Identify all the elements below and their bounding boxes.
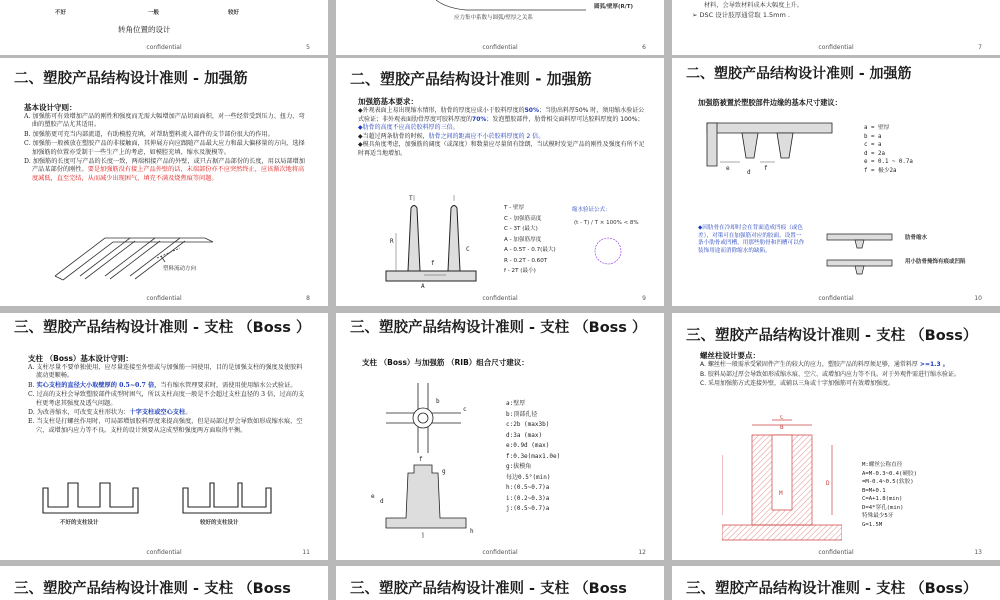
svg-text:M: M [779,490,783,497]
rule-a: A. 加强筋可有效增加产品的刚性和强度而无需大幅增加产品切面面积，对一些经常受到压力、扭力、弯曲的塑胶产品尤其适用。 [24,113,305,129]
screw-boss-specs: M:螺丝公称直径 A=M-0.3~0.4(硬胶) =M-0.4~0.5(软胶) B=M+0.1 C=A+1.8(min) D=4*穿孔(min) 特殊最少5牙 G=1.5M [862,462,917,528]
svg-text:T: T [409,195,413,202]
req-1: ◆外观表面上易出现缩水情形，肋骨的厚度应成小于胶料厚度的50%；当肋出料厚50% 时，须用缩水验证公式验证；非外观表面肋骨厚度可胶料厚度的70%；发泡塑胶部件，肋骨相交面料厚可达胶料厚度的 100%； [358,107,645,123]
subtitle: 基本设计守则： [24,103,77,112]
caption: 应力集中系数与圆弧/壁厚之关系 [454,15,533,21]
slide-8[interactable] [0,58,328,306]
slide-7[interactable] [672,0,1000,55]
slide-number: 7 [978,44,982,51]
formula-title: 缩水验证公式： [572,207,611,213]
rules-list [24,113,306,184]
svg-text:D: D [826,480,830,487]
slide-title: 三、塑胶产品结构设计准则 - 支柱 （Boss [350,581,627,597]
slide-title: 二、塑胶产品结构设计准则 - 加强筋 [686,66,912,82]
subtitle: 加强筋基本要求： [358,97,418,106]
svg-text:e: e [726,165,730,172]
rib-flow-diagram [45,226,235,286]
footer-confidential: confidential [818,44,854,51]
req-4: ◆模具角度考虑，加强筋的阔度（或深度）和数量应尽量留有馀朗，当试模时发觉产品的刚性及强度有所不足时再适当地增加。 [358,141,645,157]
slide-number: 6 [642,44,646,51]
rule-b: B. 加强筋更可充当内部流道，有助模腔充填，对帮助塑料流入部件的支节部份很大的作用。 [24,130,274,138]
label-cover: 用小肋骨掩饰有痕或凹陷 [905,259,966,265]
boss-rules: A. 支柱尽量不要单独使用，应尽量连接至外壁或与加强筋一同使用，目的是加强支柱的强度及使胶料流动更顺畅。 B. 实心支柱的直径大小取壁厚的 0.5~0.7 倍，当有缩水管理要求时，需使用使用缩水公式验证。 C. 过高的支柱会导致塑胶部件成型时困气，所以支柱高度一般是不会超过支柱直径的 3 倍，过高的支柱更考虑其强度及透气问题。 D. 为改善缩水，可改变支柱形状为：十字支柱或空心支柱。 E. 当支柱是打螺丝作用时，可局部增加胶料厚度来提高强度，但是局部过厚会导致如形成缩水痕、空穴、或增加内应力等不良。支柱的设计须要从这成型和强度两方面取得平衡。 [28,364,305,434]
stress-curve-fragment [376,0,626,12]
slide-title: 三、塑胶产品结构设计准则 - 支柱 （Boss ） [350,320,647,336]
svg-text:f: f [419,456,423,463]
svg-text:A: A [421,283,425,288]
flow-label: 塑料流动方向 [163,266,197,272]
slide-5[interactable] [0,0,328,55]
svg-text:g: g [442,468,446,475]
screw-boss-diagram [722,415,842,545]
svg-text:d: d [747,169,751,176]
requirements-text [358,107,648,159]
slide-number: 10 [974,295,982,302]
slide-title: 三、塑胶产品结构设计准则 - 支柱 （Boss [14,581,291,597]
slide-title: 三、塑胶产品结构设计准则 - 支柱 （Boss） [686,581,978,597]
footer-confidential: confidential [818,549,854,556]
rib-legend: T - 壁厚 C - 加强筋高度 C - 3T (最大) A - 加强筋厚度 A - 0.5T - 0.7(最大) R - 0.2T - 0.60T f - 2T (最小) [504,205,556,274]
svg-text:d: d [380,498,384,505]
footer-confidential: confidential [146,44,182,51]
corner-diagram-fragment [0,0,328,20]
slide-14-partial[interactable] [0,566,328,600]
svg-text:f: f [431,260,435,267]
svg-text:c: c [463,406,467,413]
caption: 转角位置的设计 [118,25,171,34]
svg-text:f: f [764,165,768,172]
subtitle: 支柱 （Boss）基本设计守则： [28,354,133,363]
req-2: ◆肋骨的高度不应高於胶料厚的三倍。 [358,124,459,132]
boss-rib-specs: a:壁厚 b:顶部孔径 c:2b (max3b) d:3a (max) e:0.9d (max) f:0.3e(max1.0e) g:拔模角 每边0.5°(min) h:(0.5~0.7)a i:(0.2~0.3)a j:(0.5~0.7)a [506,400,561,512]
subtitle: 加强筋被置於塑胶部件边缘的基本尺寸建议： [698,98,842,107]
footer-confidential: confidential [482,44,518,51]
label-good: 较好 [228,10,240,16]
slide-6[interactable] [336,0,664,55]
subtitle: 支柱 （Boss）与加强筋 （RIB）组合尺寸建议： [362,358,529,367]
screw-boss-rules: A. 螺丝柱一般需承受紧固件产生的较大的应力，塑胶产品的料厚须足够，通常料厚 >=1.3 。 B. 胶料局部过厚会导致如形成缩水痕、空穴、或增加内应力等不良。对于外观件需进行缩水验证。 C. 采用加强筋方式连接外壁，或辅以三角或十字加强筋可有效增加强度。 [700,361,960,388]
rib-profile-diagram [376,193,486,288]
subtitle: 螺丝柱设计要点： [700,351,760,360]
slide-title: 三、塑胶产品结构设计准则 - 支柱 （Boss ） [14,320,311,336]
slide-16-partial[interactable] [672,566,1000,600]
svg-text:C: C [780,415,784,421]
slide-number: 5 [306,44,310,51]
rule-d: D. 加强筋的长度可与产品的长度一致，两端相接产品的外壁，或只占据产品部份的长度，用以局部增加产品某部份的刚性。要是加强筋没有接上产品外壁的话，末端部份亦不应突然终止，应该渐次地将高度减低，直至完结，从而减少出现困气、填充不满及烧焦痕等问题。 [24,158,305,182]
slide-13[interactable] [672,313,1000,560]
footer-confidential: confidential [818,295,854,302]
caption-good: 较好的支柱设计 [200,520,239,526]
label-ok: 一般 [148,10,160,16]
boss-rib-diagram [366,373,486,538]
sink-mark-note: ◆因肋骨在冷却时会在背面造成凹痕（或色差），对策可在加强筋对应的胶面，设置一条小肋骨或凹槽，用那些肋骨和凹槽可以作装饰用途而消除缩水的缺陷。 [698,225,805,254]
svg-text:j: j [421,532,425,538]
svg-text:R: R [390,238,394,245]
edge-rib-diagram [702,118,842,178]
slide-number: 12 [638,549,646,556]
svg-text:B: B [780,424,784,431]
svg-text:h: h [470,528,474,535]
footer-confidential: confidential [146,295,182,302]
slide-9[interactable] [336,58,664,306]
req-3: ◆当超过两条肋骨的时候，肋骨之间的距离应不小於胶料厚度的 2 倍。 [358,132,545,140]
edge-rib-specs: a = 壁厚 b = a c = a d = 2a e = 0.1 ~ 0.7a f = 极少2a [864,125,913,174]
slide-number: 11 [302,549,310,556]
slide-10[interactable] [672,58,1000,306]
boss-compare-diagram [38,473,288,523]
slide-number: 8 [306,295,310,302]
slide-number: 9 [642,295,646,302]
svg-text:e: e [371,493,375,500]
slide-title: 二、塑胶产品结构设计准则 - 加强筋 [350,70,592,88]
svg-text:C: C [466,246,470,253]
slide-12[interactable] [336,313,664,560]
slide-number: 13 [974,549,982,556]
label-bad: 不好 [55,10,67,16]
slide-title: 三、塑胶产品结构设计准则 - 支柱 （Boss） [686,328,978,344]
bullet-text: ➢ DSC 设计肢厚通常取 1.5mm . [692,11,790,19]
formula: (t - T) / T × 100% < 8% [574,220,639,226]
svg-text:b: b [436,398,440,405]
text-line: 材料，会导致材料成本大幅度上升。 [704,2,803,9]
slide-11[interactable] [0,313,328,560]
label-sink: 肋骨缩水 [905,235,928,241]
slide-15-partial[interactable] [336,566,664,600]
footer-confidential: confidential [482,549,518,556]
caption-bad: 不好的支柱设计 [60,520,99,526]
rule-c: C. 加强筋一般被放在塑胶产品的非接触面，其伸展方向应跟随产品最大应力和最大偏移量的方向，选择加强筋的位置亦受制于一些生产上的考虑，如模腔充填、缩水及脱模等。 [24,140,305,156]
slide-title: 二、塑胶产品结构设计准则 - 加强筋 [14,71,248,87]
axis-label: 圆弧/壁厚(R/T) [594,4,634,10]
footer-confidential: confidential [146,549,182,556]
footer-confidential: confidential [482,295,518,302]
sink-mark-diagram [822,226,902,276]
